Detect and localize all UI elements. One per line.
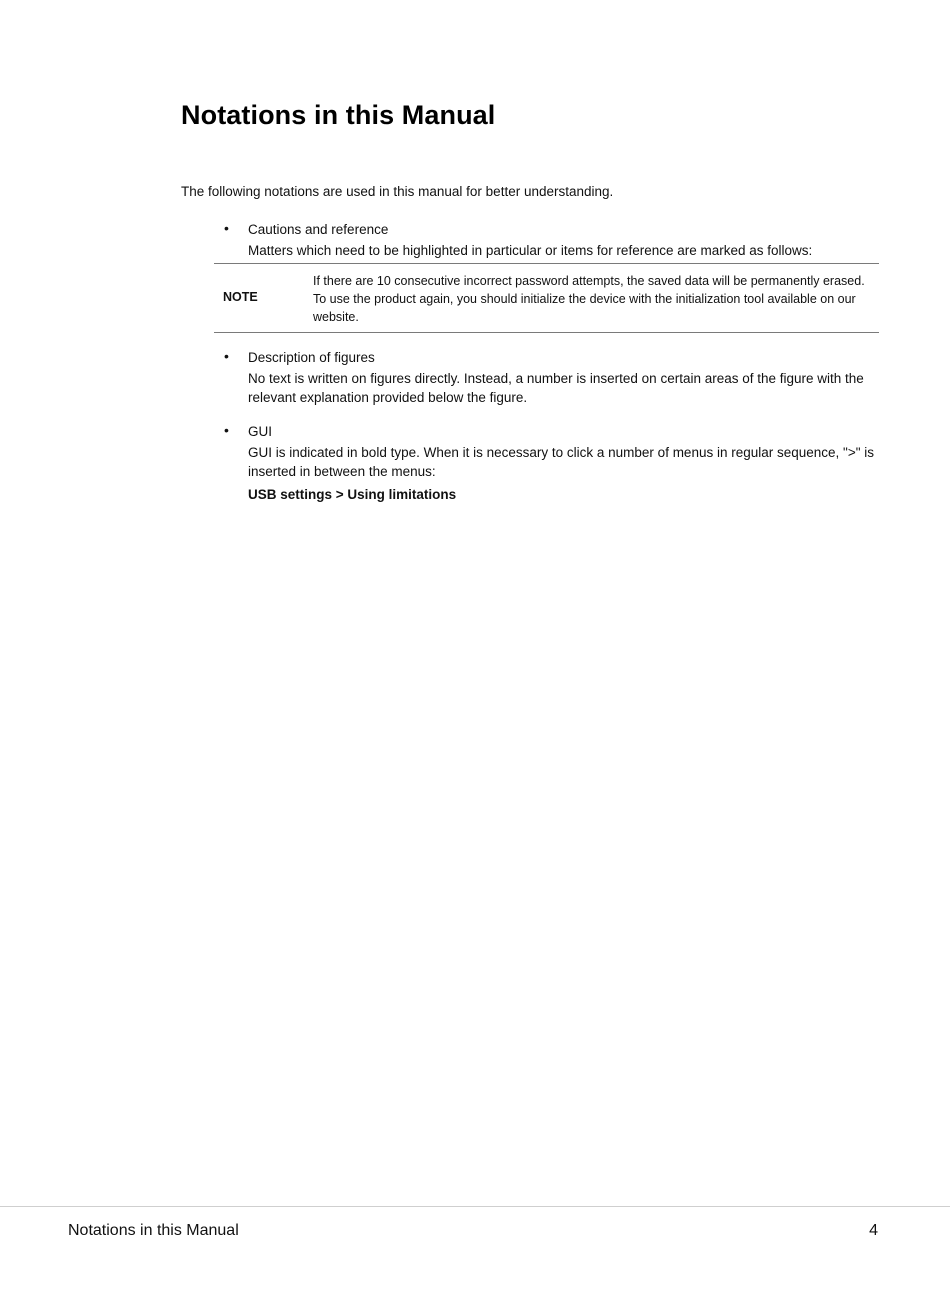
footer-page-number: 4 (869, 1222, 878, 1239)
bullet-title-gui: GUI (248, 424, 273, 439)
bullet-desc-figures: No text is written on figures directly. Instead, a number is inserted on certain areas of the figure with the relevant explanation provided below the figure. (248, 371, 864, 405)
note-label: NOTE (223, 290, 258, 304)
gui-menu-path-example: USB settings > Using limitations (248, 487, 457, 502)
page-title: Notations in this Manual (181, 100, 496, 130)
note-box (214, 263, 879, 333)
footer-divider (0, 1206, 950, 1207)
note-text: If there are 10 consecutive incorrect password attempts, the saved data will be permanently erased. To use the product again, you should initialize the device with the initialization tool available on our website. (313, 274, 865, 324)
bullet-title-figures: Description of figures (248, 350, 375, 365)
footer-section-title: Notations in this Manual (68, 1222, 239, 1239)
intro-paragraph: The following notations are used in this manual for better understanding. (181, 184, 614, 199)
bullet-marker: • (224, 422, 229, 438)
bullet-marker: • (224, 220, 229, 236)
bullet-desc-gui: GUI is indicated in bold type. When it is necessary to click a number of menus in regular sequence, ">" is inserted in between the menus: (248, 445, 875, 479)
bullet-marker: • (224, 348, 229, 364)
bullet-desc-cautions: Matters which need to be highlighted in particular or items for reference are marked as follows: (248, 243, 813, 258)
bullet-title-cautions: Cautions and reference (248, 222, 389, 237)
